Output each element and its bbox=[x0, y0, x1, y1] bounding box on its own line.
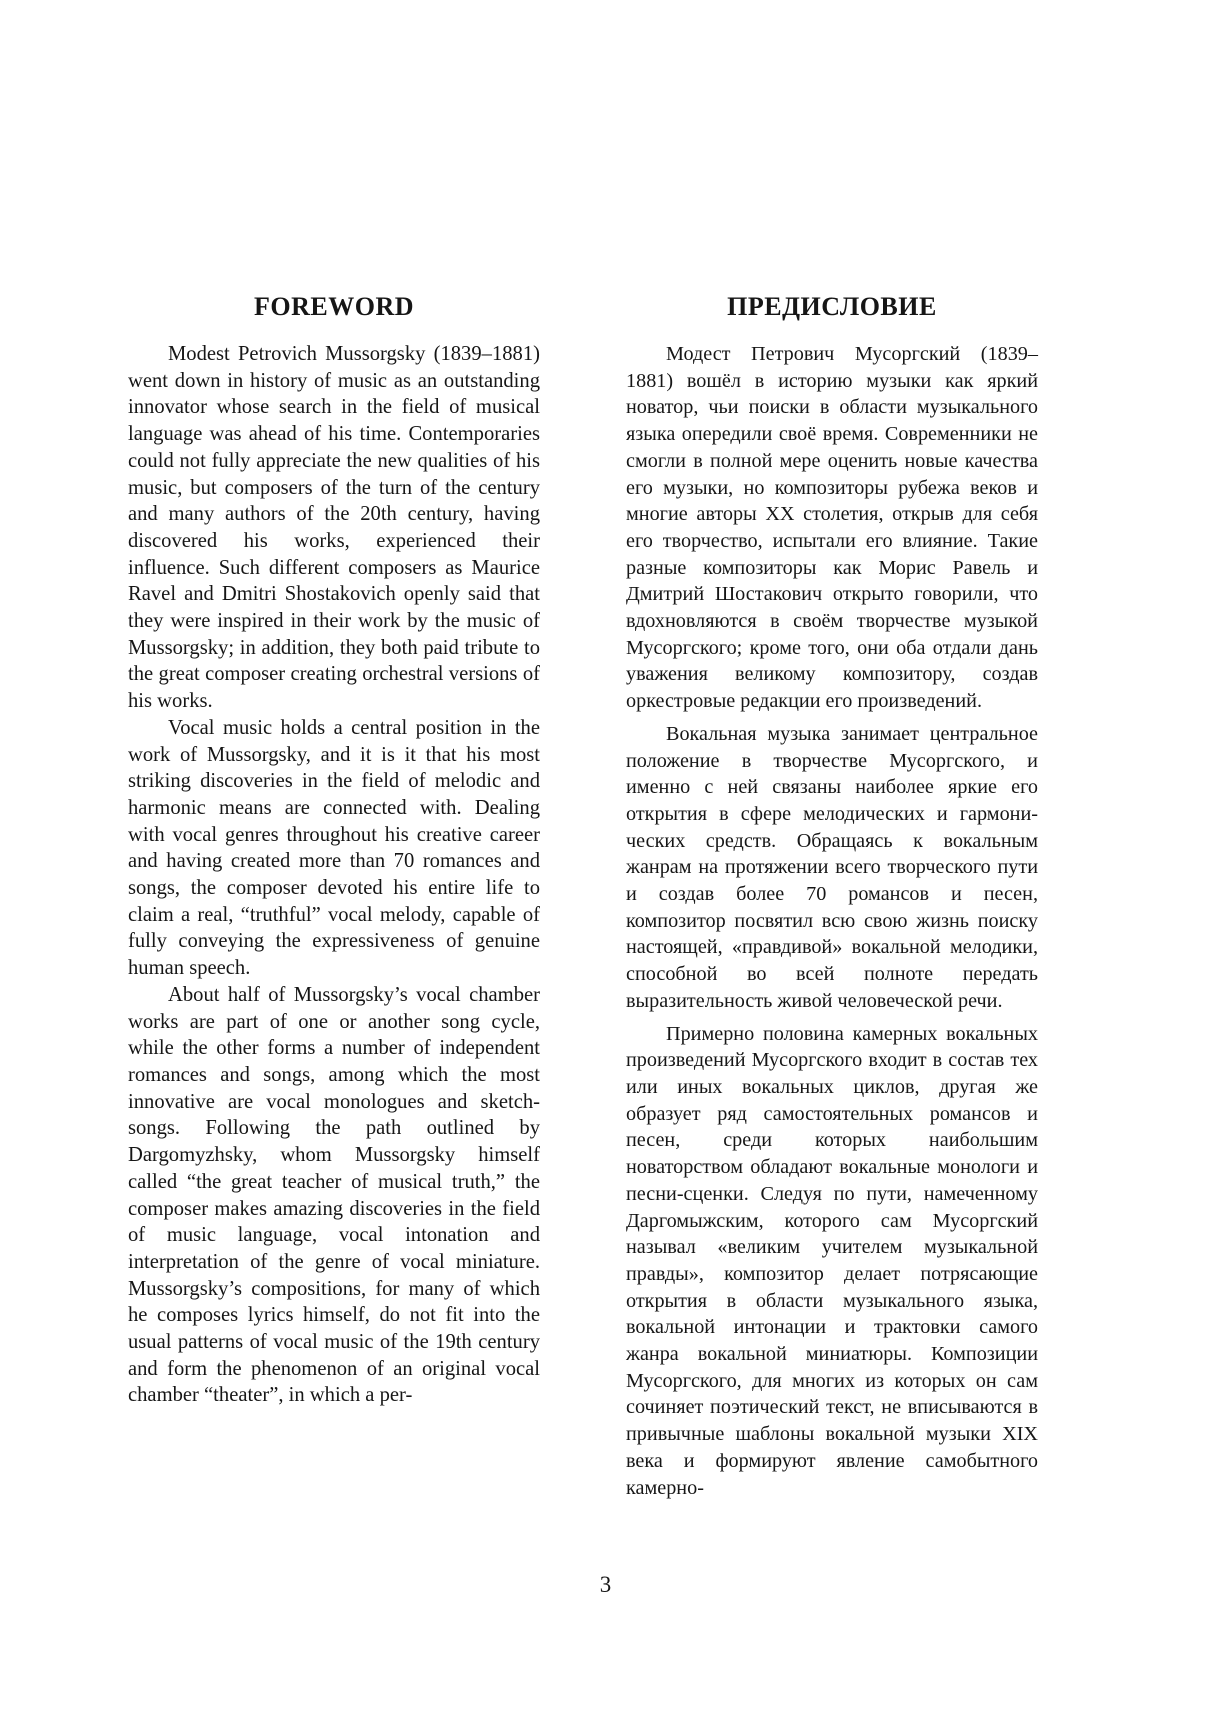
russian-column bbox=[626, 290, 1038, 1501]
russian-paragraph-3: Примерно половина камерных вокальных произведений Мусоргского входит в состав тех или иных вокальных циклов, другая же образует ряд самостоятельных романсов и песен, среди которых наибольшим новаторством обладают вокальные монологи и песни-сценки. Следуя по пути, намеченному Даргомыжским, которого сам Мусоргский называл «великим учителем музыкальной правды», композитор делает потрясающие открытия в области музыкального языка, вокальной интонации и трактовки самого жанра вокальной миниатюры. Композиции Мусоргского, для многих из которых он сам сочиняет поэтический текст, не вписываются в привычные шаблоны вокальной музыки XIX века и формируют явление самобытного камерно- bbox=[626, 1022, 1038, 1499]
russian-heading: ПРЕДИСЛОВИЕ bbox=[727, 292, 937, 321]
russian-paragraph-2: Вокальная музыка занимает центральное положение в творчестве Мусоргского, и именно с ней связаны наиболее яркие его открытия в сфере мелодических и гармонических средств. Обращаясь к вокальным жанрам на протяжении всего творческого пути и создав более 70 романсов и песен, композитор посвятил всю свою жизнь поиску настоящей, «правдивой» вокальной мелодики, способной во всей полноте передать выразительность живой человеческой речи. bbox=[626, 722, 1038, 1012]
english-column bbox=[128, 290, 540, 1409]
english-paragraph-3: About half of Mussorgsky’s vocal chamber works are part of one or another song cycle, while the other forms a number of independent romances and songs, among which the most innovative are vocal monologues and sketch-songs. Following the path outlined by Dargomyzhsky, whom Mussorgsky himself called “the great teacher of musical truth,” the composer makes amazing discoveries in the field of music language, vocal intonation and interpretation of the genre of vocal miniature. Mussorgsky’s compositions, for many of which he composes lyrics himself, do not fit into the usual patterns of vocal music of the 19th century and form the phenomenon of an original vocal chamber “theater”, in which a per- bbox=[128, 983, 540, 1407]
english-heading: FOREWORD bbox=[254, 292, 414, 321]
page-number: 3 bbox=[599, 1572, 612, 1597]
english-paragraph-1: Modest Petrovich Mussorgsky (1839–1881) went down in history of music as an outstanding innovator whose search in the field of musical language was ahead of his time. Contemporaries could not fully appreciate the new qualities of his music, but composers of the turn of the century and many authors of the 20th century, having discovered his works, experienced their influence. Such different composers as Maurice Ravel and Dmitri Shostakovich openly said that they were inspired in their work by the music of Mussorgsky; in addition, they both paid tribute to the great composer creating orchestral versions of his works. bbox=[128, 343, 540, 713]
russian-paragraph-1: Модест Петрович Мусоргский (1839–1881) вошёл в историю музыки как яркий новатор, чьи поиски в области музыкального языка опередили своё время. Современники не смогли в полной мере оценить новые качества его музыки, но композиторы рубежа веков и многие авторы XX столетия, открыв для себя его творчество, испытали его влияние. Такие разные композиторы как Морис Равель и Дмитрий Шостакович открыто говорили, что вдохновляются в своём творчестве музыкой Мусоргского; кроме того, они оба отдали дань уважения великому композитору, создав оркестровые редакции его произведений. bbox=[626, 343, 1038, 713]
english-paragraph-2: Vocal music holds a central position in the work of Mussorgsky, and it is it that his most striking discoveries in the field of melodic and harmonic means are connected with. Dealing with vocal genres throughout his creative career and having created more than 70 romances and songs, the composer devoted his entire life to claim a real, “truthful” vocal melody, capable of fully conveying the expressiveness of genuine human speech. bbox=[128, 716, 540, 980]
